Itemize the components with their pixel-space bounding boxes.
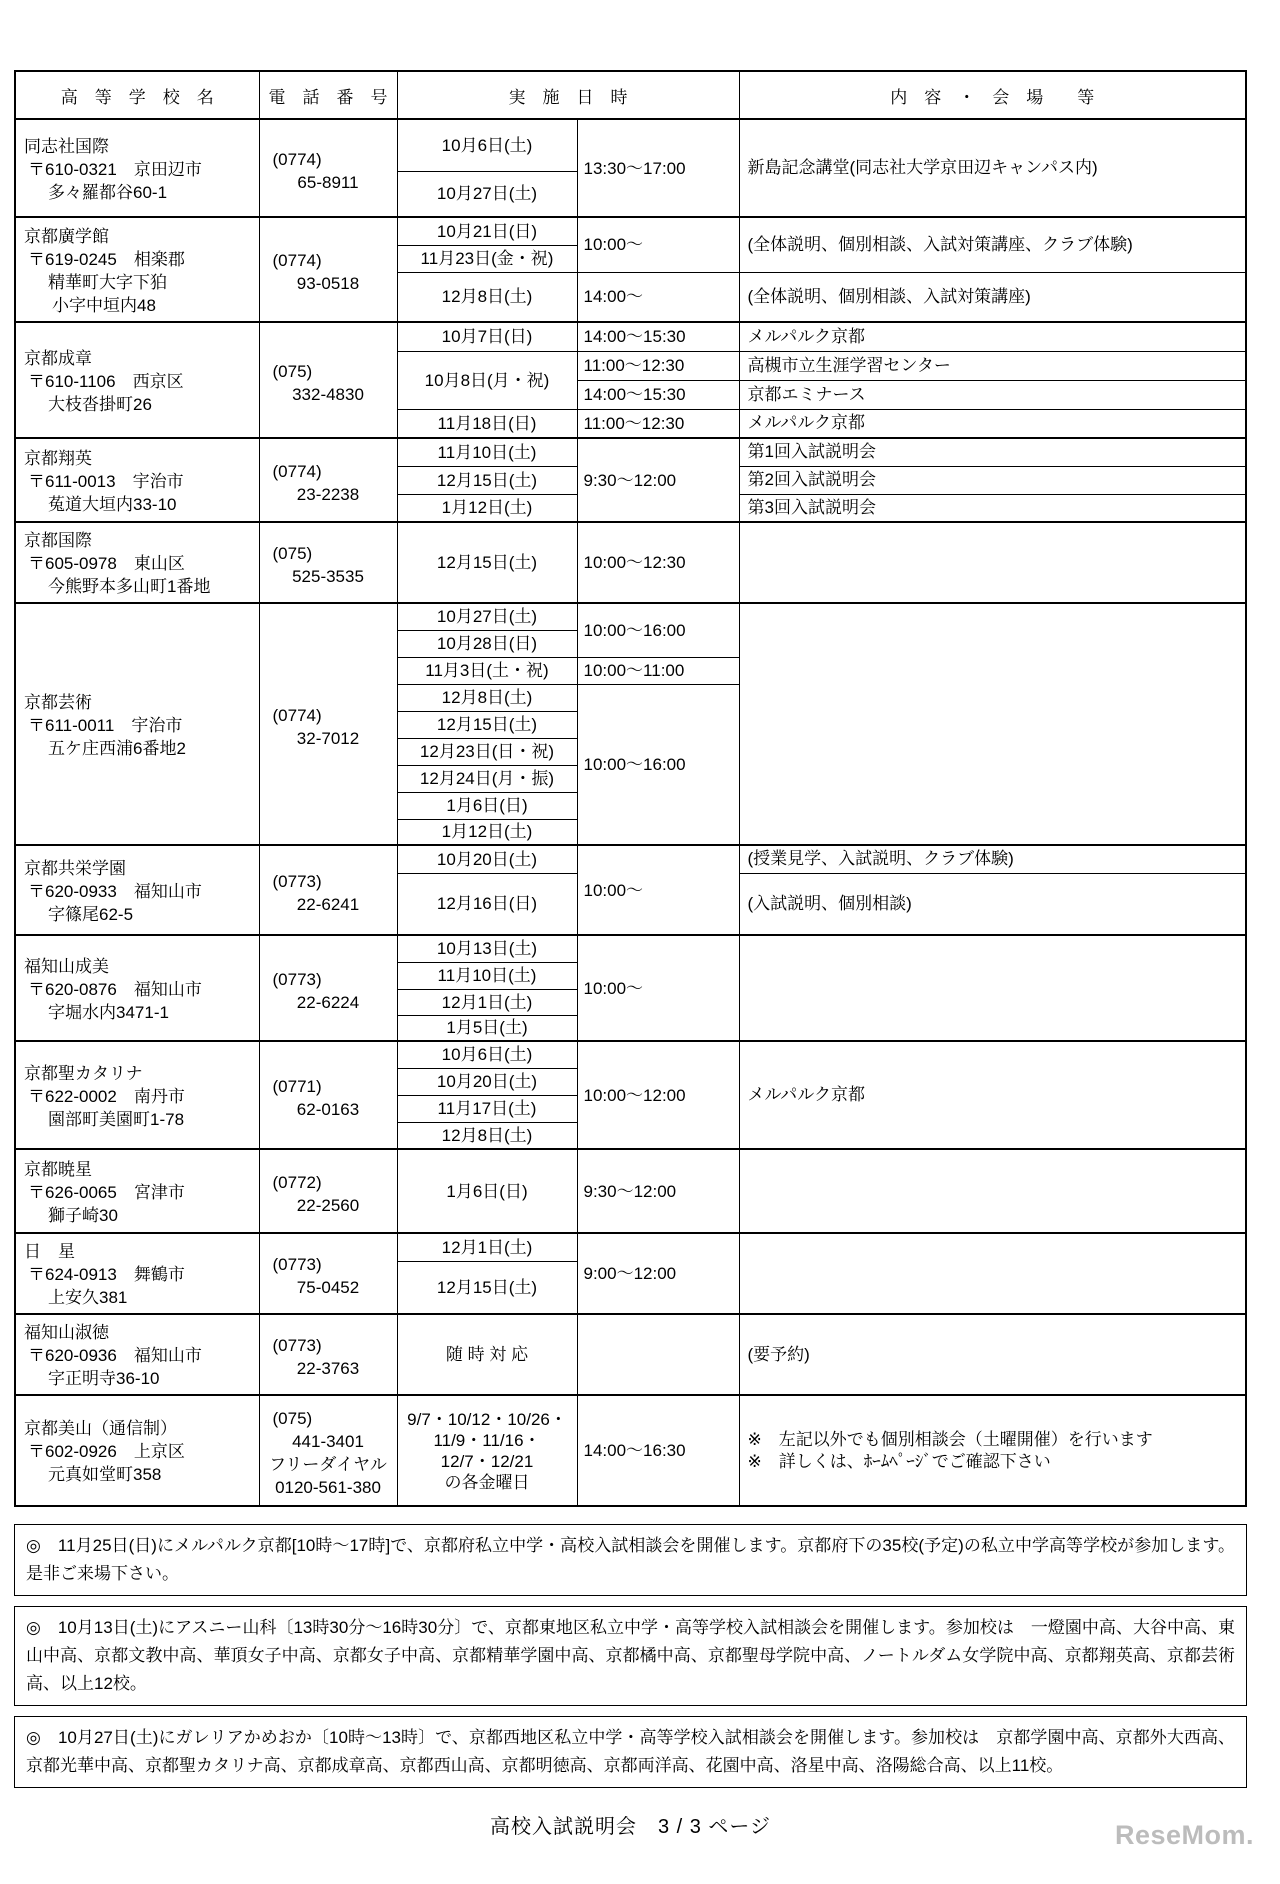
session-date-cell: 10月27日(土) — [397, 171, 577, 217]
session-time-cell: 11:00～12:30 — [577, 409, 739, 438]
school-name-cell — [15, 603, 259, 845]
schedule-table — [14, 70, 1247, 1507]
note-box: ◎ 11月25日(日)にメルパルク京都[10時～17時]で、京都府私立中学・高校入試相談会を開催します。京都府下の35校(予定)の私立中学高等学校が参加します。是非ご来場下さい。 — [14, 1524, 1247, 1596]
school-row — [15, 603, 1246, 630]
table-header — [15, 71, 1246, 119]
phone-line: 0120-561-380 — [275, 1478, 381, 1497]
session-content-cell — [739, 1149, 1246, 1233]
school-row — [15, 845, 1246, 873]
resemom-logo: ReseMom. — [1114, 1820, 1254, 1850]
session-date-cell: 1月6日(日) — [397, 1149, 577, 1233]
school-name-cell — [15, 1149, 259, 1233]
session-content-cell: 京都エミナース — [739, 380, 1246, 409]
phone-line: 22-6241 — [296, 894, 360, 914]
school-name: 京都美山（通信制） — [24, 1419, 177, 1438]
session-date-cell: 10月6日(土) — [397, 1041, 577, 1068]
session-date-cell: 1月5日(土) — [397, 1015, 577, 1041]
session-date-cell: 1月12日(土) — [397, 494, 577, 522]
school-address-line: 〒620-0933 福知山市 — [28, 881, 202, 901]
document-page — [14, 70, 1247, 1839]
school-phone-cell — [259, 119, 397, 217]
session-time-cell: 13:30～17:00 — [577, 119, 739, 217]
phone-line: 332-4830 — [292, 384, 364, 404]
school-address-line: 〒602-0926 上京区 — [28, 1442, 185, 1461]
school-name: 京都成章 — [24, 348, 92, 368]
school-name-cell — [15, 845, 259, 935]
school-name-cell — [15, 522, 259, 603]
school-address-line: 上安久381 — [48, 1288, 128, 1307]
phone-line: 93-0518 — [296, 274, 360, 293]
phone-line: (0774) — [272, 149, 322, 169]
session-date-cell — [397, 1395, 577, 1506]
session-date-cell: 12月8日(土) — [397, 684, 577, 711]
cell-line: ※ 左記以外でも個別相談会（土曜開催）を行います — [747, 1429, 1153, 1449]
school-name: 京都国際 — [24, 531, 92, 550]
school-name: 日 星 — [24, 1242, 75, 1261]
phone-line: 65-8911 — [297, 172, 359, 192]
session-date-cell: 10月8日(月・祝) — [397, 351, 577, 409]
session-date-cell: 11月18日(日) — [397, 409, 577, 438]
school-address-line: 〒610-1106 西京区 — [28, 371, 184, 391]
phone-line: フリーダイヤル — [269, 1455, 387, 1474]
session-date-cell: 12月15日(土) — [397, 466, 577, 494]
header-row — [15, 71, 1246, 119]
session-content-cell: 第2回入試説明会 — [739, 466, 1246, 494]
session-content-cell: (要予約) — [739, 1314, 1246, 1395]
session-time-cell — [577, 1314, 739, 1395]
school-address-line: 〒626-0065 宮津市 — [28, 1182, 185, 1202]
school-name: 京都芸術 — [24, 692, 92, 712]
note-box: ◎ 10月27日(土)にガレリアかめおか〔10時～13時〕で、京都西地区私立中学・高等学校入試相談会を開催します。参加校は 京都学園中高、京都外大西高、京都光華中高、京都聖カタリナ高、京都成章高、京都西山高、京都明徳高、京都両洋高、花園中高、洛星中高、洛陽総合高、以上11校。 — [14, 1716, 1247, 1788]
school-name: 京都廣学館 — [24, 226, 109, 246]
school-address-line: 〒620-0876 福知山市 — [28, 979, 202, 999]
school-row — [15, 322, 1246, 351]
phone-line: 22-2560 — [296, 1195, 360, 1215]
session-time-cell: 10:00～11:00 — [577, 657, 739, 684]
school-name-cell — [15, 322, 259, 438]
school-name-cell — [15, 1314, 259, 1395]
session-date-cell: 12月15日(土) — [397, 711, 577, 738]
school-address-line: 元真如堂町358 — [48, 1465, 162, 1484]
school-row — [15, 1395, 1246, 1506]
session-time-cell: 10:00～12:30 — [577, 522, 739, 603]
school-address-line: 多々羅都谷60-1 — [48, 182, 168, 202]
session-date-cell: 12月16日(日) — [397, 873, 577, 935]
phone-line: (075) — [272, 1409, 313, 1428]
session-time-cell: 14:00～15:30 — [577, 322, 739, 351]
session-date-cell: 10月13日(土) — [397, 935, 577, 962]
cell-line: 12/7・12/21 — [440, 1451, 534, 1471]
session-time-cell: 11:00～12:30 — [577, 351, 739, 380]
session-date-cell: 12月1日(土) — [397, 989, 577, 1015]
page-footer: 高校入試説明会 3 / 3 ページ — [489, 1816, 772, 1838]
session-date-cell: 10月20日(土) — [397, 1068, 577, 1095]
school-phone-cell — [259, 1149, 397, 1233]
school-address-line: 五ケ庄西浦6番地2 — [48, 738, 186, 758]
school-address-line: 園部町美園町1-78 — [48, 1109, 185, 1129]
col-header-content-venue: 内 容 ・ 会 場 等 — [739, 71, 1246, 119]
session-date-cell: 11月10日(土) — [397, 438, 577, 466]
phone-line: (0774) — [272, 461, 322, 481]
school-address-line: 今熊野本多山町1番地 — [48, 577, 211, 596]
notes-section — [14, 1524, 1247, 1788]
session-time-cell: 10:00～ — [577, 935, 739, 1041]
school-phone-cell — [259, 438, 397, 522]
session-time-cell: 9:30～12:00 — [577, 1149, 739, 1233]
school-name: 福知山成美 — [24, 956, 109, 976]
session-content-cell: 高槻市立生涯学習センター — [739, 351, 1246, 380]
school-phone-cell — [259, 1314, 397, 1395]
school-phone-cell — [259, 603, 397, 845]
col-header-datetime: 実 施 日 時 — [397, 71, 739, 119]
session-content-cell: メルパルク京都 — [739, 409, 1246, 438]
school-address-line: 〒619-0245 相楽郡 — [28, 249, 185, 269]
session-time-cell: 14:00～ — [577, 272, 739, 322]
school-address-line: 大枝沓掛町26 — [48, 394, 152, 414]
school-address-line: 小字中垣内48 — [52, 295, 156, 315]
school-name-cell — [15, 438, 259, 522]
school-name: 京都暁星 — [24, 1159, 92, 1179]
session-date-cell: 10月27日(土) — [397, 603, 577, 630]
school-name-cell — [15, 1233, 259, 1314]
session-content-cell — [739, 1395, 1246, 1506]
school-phone-cell — [259, 1395, 397, 1506]
session-date-cell: 11月23日(金・祝) — [397, 245, 577, 272]
session-date-cell: 1月6日(日) — [397, 792, 577, 819]
session-time-cell: 9:00～12:00 — [577, 1233, 739, 1314]
school-phone-cell — [259, 845, 397, 935]
school-address-line: 精華町大字下狛 — [48, 272, 167, 292]
session-date-cell: 12月8日(土) — [397, 272, 577, 322]
phone-line: (0771) — [272, 1076, 322, 1096]
phone-line: (0774) — [272, 705, 322, 725]
school-row — [15, 1149, 1246, 1233]
session-content-cell — [739, 603, 1246, 845]
session-date-cell: 10月28日(日) — [397, 630, 577, 657]
phone-line: (0773) — [272, 871, 322, 891]
phone-line: 32-7012 — [296, 728, 360, 748]
session-time-cell: 10:00～16:00 — [577, 603, 739, 657]
session-content-cell — [739, 1233, 1246, 1314]
phone-line: 62-0163 — [296, 1099, 360, 1119]
session-time-cell: 14:00～16:30 — [577, 1395, 739, 1506]
phone-line: (0774) — [272, 251, 322, 270]
school-name-cell — [15, 1395, 259, 1506]
session-date-cell: 12月24日(月・振) — [397, 765, 577, 792]
session-time-cell: 9:30～12:00 — [577, 438, 739, 522]
phone-line: 23-2238 — [296, 484, 360, 504]
phone-line: (0773) — [272, 969, 322, 989]
session-date-cell: 11月3日(土・祝) — [397, 657, 577, 684]
session-time-cell: 10:00～16:00 — [577, 684, 739, 845]
session-date-cell: 1月12日(土) — [397, 819, 577, 845]
school-phone-cell — [259, 217, 397, 322]
session-date-cell: 11月10日(土) — [397, 962, 577, 989]
phone-line: (075) — [272, 544, 313, 563]
school-address-line: 〒620-0936 福知山市 — [28, 1346, 202, 1365]
session-time-cell: 14:00～15:30 — [577, 380, 739, 409]
school-row — [15, 438, 1246, 466]
school-phone-cell — [259, 1041, 397, 1149]
phone-line: (075) — [272, 361, 313, 381]
phone-line: (0772) — [272, 1172, 322, 1192]
table-body — [15, 119, 1246, 1506]
session-content-cell: 新島記念講堂(同志社大学京田辺キャンパス内) — [739, 119, 1246, 217]
school-row — [15, 217, 1246, 245]
col-header-school-name: 高 等 学 校 名 — [15, 71, 259, 119]
school-row — [15, 1041, 1246, 1068]
school-row — [15, 522, 1246, 603]
school-address-line: 字正明寺36-10 — [48, 1369, 160, 1388]
session-content-cell: (全体説明、個別相談、入試対策講座) — [739, 272, 1246, 322]
school-name: 同志社国際 — [24, 136, 109, 156]
school-name: 京都翔英 — [24, 448, 92, 468]
phone-line: (0773) — [272, 1336, 322, 1355]
school-phone-cell — [259, 522, 397, 603]
phone-line: 525-3535 — [292, 567, 364, 586]
school-name-cell — [15, 119, 259, 217]
school-row — [15, 935, 1246, 962]
school-name: 京都共栄学園 — [24, 858, 126, 878]
session-date-cell: 10月7日(日) — [397, 322, 577, 351]
session-time-cell: 10:00～12:00 — [577, 1041, 739, 1149]
school-row — [15, 1314, 1246, 1395]
school-address-line: 〒610-0321 京田辺市 — [28, 159, 202, 179]
school-phone-cell — [259, 1233, 397, 1314]
cell-line: 9/7・10/12・10/26・ — [407, 1409, 567, 1429]
session-time-cell: 10:00～ — [577, 845, 739, 935]
school-name-cell — [15, 935, 259, 1041]
phone-line: 22-6224 — [296, 992, 360, 1012]
session-content-cell: メルパルク京都 — [739, 322, 1246, 351]
school-phone-cell — [259, 935, 397, 1041]
school-name-cell — [15, 1041, 259, 1149]
school-name-cell — [15, 217, 259, 322]
session-content-cell: (入試説明、個別相談) — [739, 873, 1246, 935]
session-content-cell: 第3回入試説明会 — [739, 494, 1246, 522]
session-content-cell — [739, 522, 1246, 603]
session-date-cell: 10月6日(土) — [397, 119, 577, 171]
session-content-cell: (全体説明、個別相談、入試対策講座、クラブ体験) — [739, 217, 1246, 272]
session-date-cell: 12月15日(土) — [397, 522, 577, 603]
school-address-line: 菟道大垣内33-10 — [48, 494, 177, 514]
session-date-cell: 11月17日(土) — [397, 1095, 577, 1122]
school-address-line: 字篠尾62-5 — [48, 904, 134, 924]
phone-line: 441-3401 — [292, 1432, 364, 1451]
school-name: 京都聖カタリナ — [24, 1063, 143, 1083]
col-header-phone: 電 話 番 号 — [259, 71, 397, 119]
school-address-line: 〒611-0011 宇治市 — [28, 715, 183, 735]
phone-line: 75-0452 — [296, 1278, 360, 1297]
session-content-cell — [739, 935, 1246, 1041]
session-time-cell: 10:00～ — [577, 217, 739, 272]
session-date-cell: 12月8日(土) — [397, 1122, 577, 1149]
session-content-cell: (授業見学、入試説明、クラブ体験) — [739, 845, 1246, 873]
school-row — [15, 119, 1246, 171]
session-date-cell: 12月1日(土) — [397, 1233, 577, 1261]
school-name: 福知山淑徳 — [24, 1323, 109, 1342]
school-address-line: 〒624-0913 舞鶴市 — [28, 1265, 185, 1284]
school-address-line: 字堀水内3471-1 — [48, 1002, 169, 1022]
school-address-line: 〒611-0013 宇治市 — [28, 471, 184, 491]
note-box: ◎ 10月13日(土)にアスニー山科〔13時30分～16時30分〕で、京都東地区私立中学・高等学校入試相談会を開催します。参加校は 一燈園中高、大谷中高、東山中高、京都文教中高、華頂女子中高、京都女子中高、京都精華学園中高、京都橘中高、京都聖母学院中高、ノートルダム女学院中高、京都翔英高、京都芸術高、以上12校。 — [14, 1606, 1247, 1706]
school-phone-cell — [259, 322, 397, 438]
session-date-cell: 12月23日(日・祝) — [397, 738, 577, 765]
cell-line: 11/9・11/16・ — [433, 1430, 541, 1450]
phone-line: 22-3763 — [296, 1359, 360, 1378]
phone-line: (0773) — [272, 1255, 322, 1274]
session-date-cell: 随 時 対 応 — [397, 1314, 577, 1395]
session-content-cell: メルパルク京都 — [739, 1041, 1246, 1149]
school-address-line: 獅子崎30 — [48, 1205, 118, 1225]
school-row — [15, 1233, 1246, 1261]
session-content-cell: 第1回入試説明会 — [739, 438, 1246, 466]
session-date-cell: 10月20日(土) — [397, 845, 577, 873]
session-date-cell: 12月15日(土) — [397, 1261, 577, 1314]
cell-line: の各金曜日 — [444, 1472, 530, 1492]
school-address-line: 〒622-0002 南丹市 — [28, 1086, 185, 1106]
session-date-cell: 10月21日(日) — [397, 217, 577, 245]
cell-line: ※ 詳しくは、ﾎｰﾑﾍﾟｰｼﾞでご確認下さい — [747, 1451, 1051, 1471]
school-address-line: 〒605-0978 東山区 — [28, 554, 185, 573]
